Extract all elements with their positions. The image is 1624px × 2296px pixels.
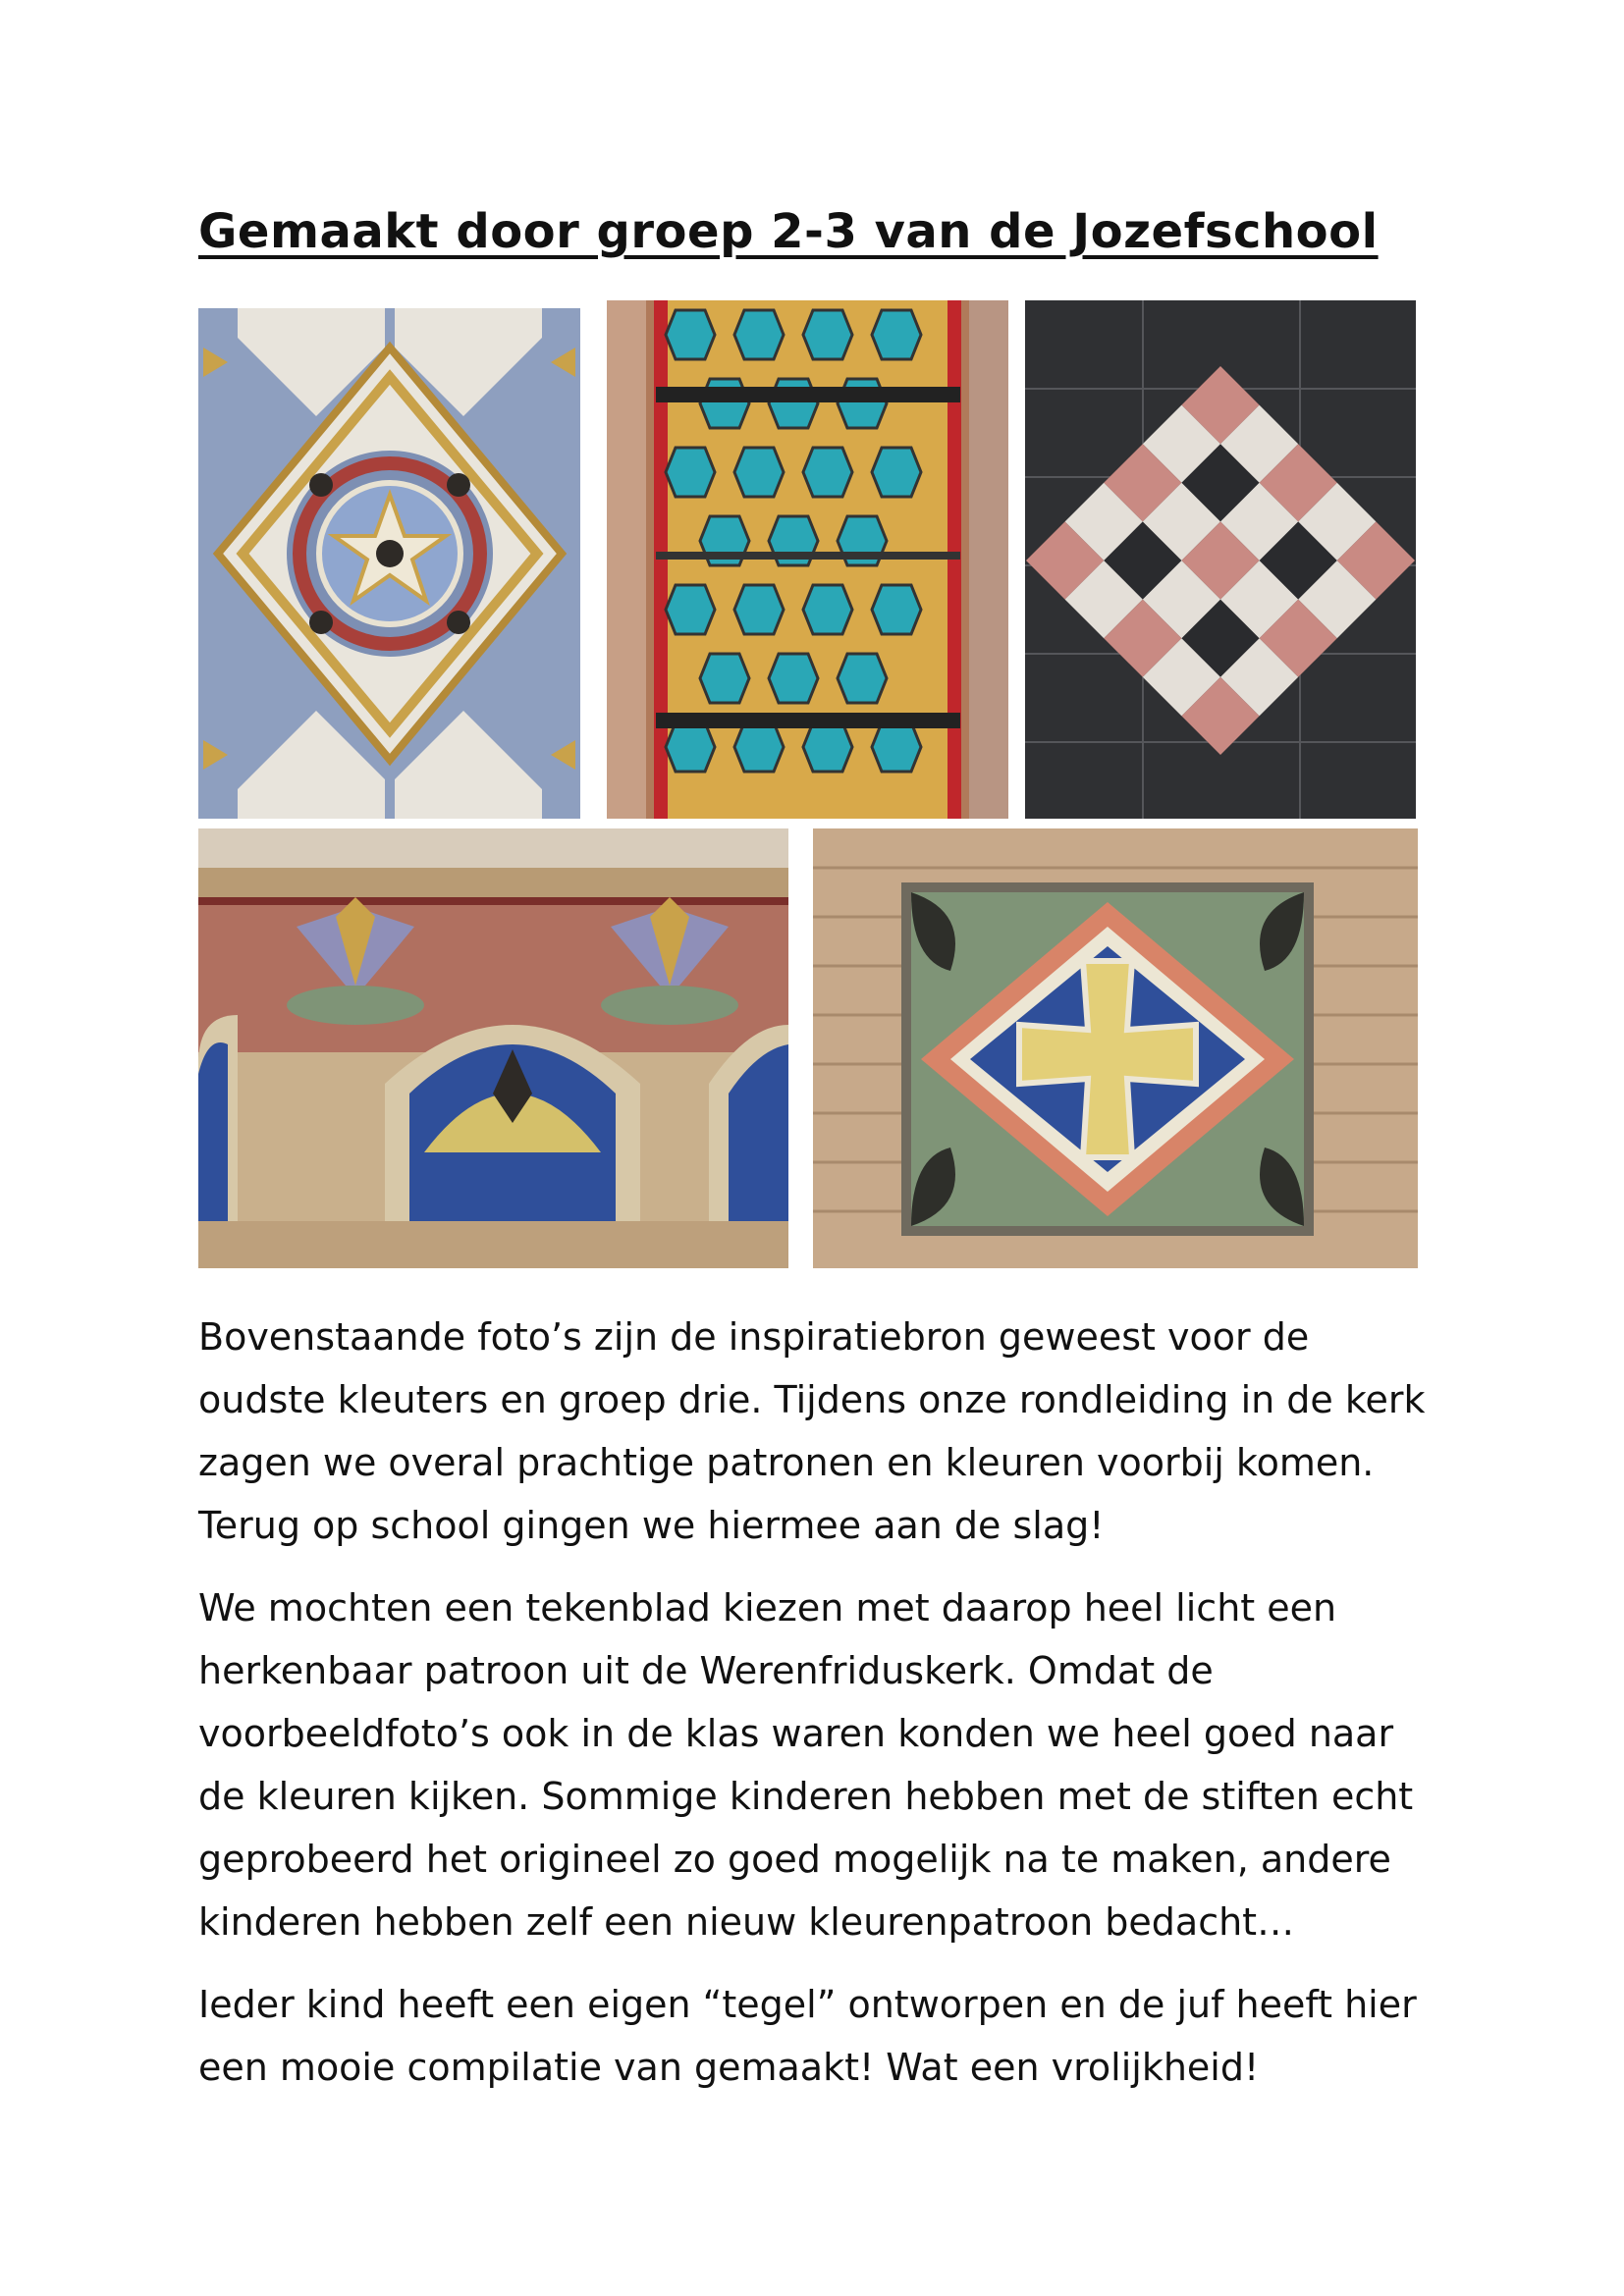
paragraph-drawing: We mochten een tekenblad kiezen met daarop heel licht een herkenbaar patroon uit de Werenfriduskerk. Omdat de voorbeeldfoto’s ook in de klas waren konden we heel goed naar de kleuren kijken. Sommige kinderen hebben met de stiften echt geprobeerd het origineel zo goed mogelijk na te maken, andere kinderen hebben zelf een nieuw kleurenpatroon bedacht…: [198, 1586, 1414, 1944]
paragraph-inspiration: Bovenstaande foto’s zijn de inspiratiebron geweest voor de oudste kleuters en groep drie. Tijdens onze rondleiding in de kerk zagen we overal prachtige patronen en kleuren voorbij komen. Terug op school gingen we hiermee aan de slag!: [198, 1315, 1426, 1547]
paragraph-compilation: Ieder kind heeft een eigen “tegel” ontworpen en de juf heeft hier een mooie compilatie van gemaakt! Wat een vrolijkheid!: [198, 1983, 1417, 2089]
cross-tile-image: [813, 828, 1418, 1268]
painted-arches-image: [198, 828, 788, 1268]
page-title: Gemaakt door groep 2-3 van de Jozefschool: [198, 204, 1379, 259]
stone-diamond-image: [1025, 300, 1416, 819]
floor-tile-image: [198, 308, 580, 819]
stained-glass-image: [607, 300, 1008, 819]
body-text: [198, 1306, 1435, 2118]
